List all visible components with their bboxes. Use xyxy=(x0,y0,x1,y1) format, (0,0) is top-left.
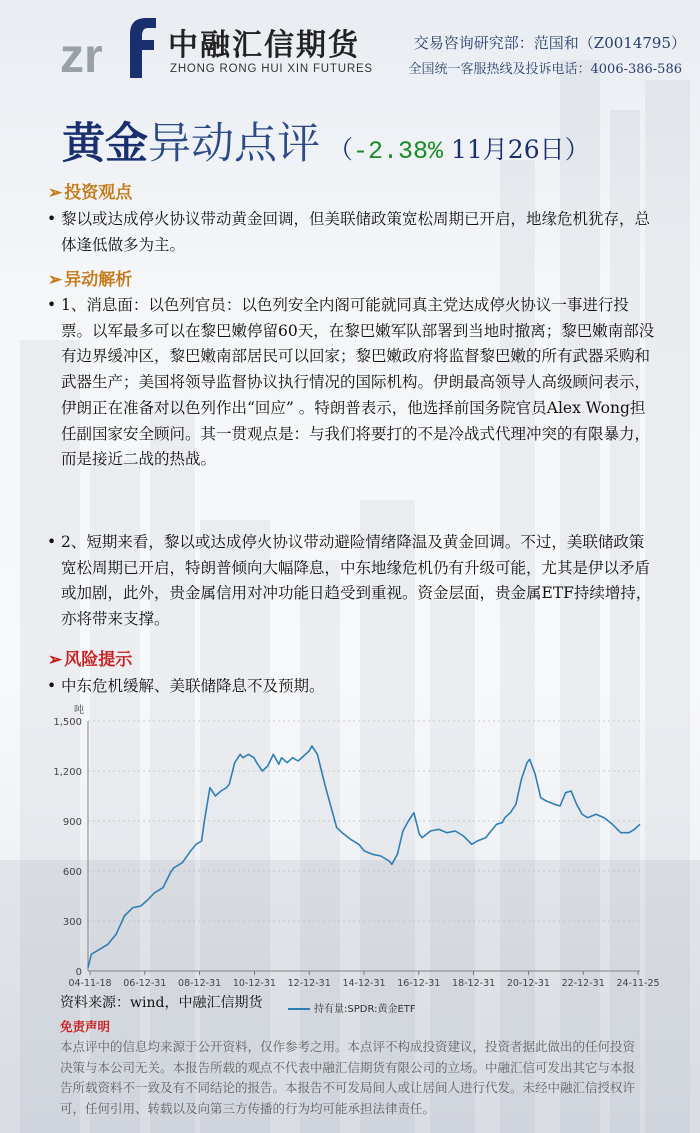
y-tick-label: 1,500 xyxy=(53,717,82,728)
bullet-icon: • xyxy=(47,677,57,695)
y-tick-label: 600 xyxy=(62,867,82,878)
bullet-text: 黎以或达成停火协议带动黄金回调，但美联储政策宽松周期已开启，地缘危机犹存，总体逢低做多为主。 xyxy=(61,210,651,254)
list-item xyxy=(47,530,659,633)
x-tick-label: 16-12-31 xyxy=(397,978,441,989)
svg-text:zr: zr xyxy=(60,30,103,82)
disclaimer-title: 免责声明 xyxy=(60,1019,111,1034)
y-tick-label: 900 xyxy=(62,817,82,828)
series-line xyxy=(88,746,640,968)
y-tick-label: 0 xyxy=(75,967,82,978)
x-tick-label: 18-12-31 xyxy=(452,978,496,989)
company-name-en: ZHONG RONG HUI XIN FUTURES xyxy=(170,63,373,75)
legend-label: 持有量:SPDR:黄金ETF xyxy=(314,1004,416,1015)
section-investment-view xyxy=(48,178,132,203)
data-source: 资料来源：wind，中融汇信期货 xyxy=(60,995,263,1011)
x-tick-label: 10-12-31 xyxy=(232,978,276,989)
legend-swatch xyxy=(288,1008,310,1010)
bullet-text: 1、消息面：以色列官员：以色列安全内阁可能就同真主党达成停火协议一事进行投票。以军最多可以在黎巴嫩停留60天，在黎巴嫩军队部署到当地时撤离；黎巴嫩南部没有边界缓冲区，黎巴嫩南部居民可以回家；黎巴嫩政府将监督黎巴嫩的所有武器采购和武器生产；美国将领导监督协议执行情况的国际机构。伊朗最高领导人高级顾问表示，伊朗正在准备对以色列作出“回应” 。特朗普表示，他选择前国务院官员Alex Wong担任副国家安全顾问。其一贯观点是：与我们将要打的不是冷战式代理冲突的有限暴力，而是接近二战的热战。 xyxy=(61,296,655,469)
page-title xyxy=(62,110,590,171)
section-heading: 风险提示 xyxy=(64,650,133,670)
company-logo-icon xyxy=(60,10,160,82)
title-bold: 黄金 xyxy=(62,119,148,169)
section-risk xyxy=(48,645,132,670)
x-tick-label: 14-12-31 xyxy=(342,978,386,989)
list-item xyxy=(47,674,659,700)
bullet-icon: • xyxy=(47,296,57,314)
arrow-icon: ➢ xyxy=(48,650,63,670)
list-item xyxy=(47,293,659,473)
gold-etf-holdings-chart xyxy=(0,700,700,1000)
chart-legend xyxy=(288,1000,416,1015)
bullet-text: 2、短期来看，黎以或达成停火协议带动避险情绪降温及黄金回调。不过，美联储政策宽松周期已开启，特朗普倾向大幅降息，中东地缘危机仍有升级可能，尤其是伊以矛盾或加剧，此外，贵金属信用对冲功能日趋受到重视。资金层面，贵金属ETF持续增持，亦将带来支撑。 xyxy=(61,533,652,629)
list-item xyxy=(47,207,659,258)
x-tick-label: 04-11-18 xyxy=(68,978,112,989)
bullet-text: 中东危机缓解、美联储降息不及预期。 xyxy=(61,677,325,695)
x-tick-label: 12-12-31 xyxy=(287,978,331,989)
section-heading: 投资观点 xyxy=(64,183,133,203)
hotline-contact: 全国统一客服热线及投诉电话：4006-386-586 xyxy=(408,62,682,77)
x-tick-label: 20-12-31 xyxy=(506,978,550,989)
title-open-paren: （ xyxy=(328,135,354,164)
bullet-icon: • xyxy=(47,533,57,551)
y-tick-label: 1,200 xyxy=(53,767,82,778)
section-heading: 异动解析 xyxy=(64,270,133,290)
title-rest: 异动点评 xyxy=(148,119,320,169)
x-tick-label: 24-11-25 xyxy=(616,978,660,989)
section-analysis xyxy=(48,265,132,290)
y-axis-label: 吨 xyxy=(74,705,84,716)
price-change: -2.38% xyxy=(353,137,444,166)
company-name-cn: 中融汇信期货 xyxy=(168,28,360,63)
title-date: 11月26日） xyxy=(443,135,590,164)
arrow-icon: ➢ xyxy=(48,183,63,203)
x-tick-label: 08-12-31 xyxy=(178,978,222,989)
research-contact: 交易咨询研究部：范国和（Z0014795） xyxy=(413,34,686,52)
x-tick-label: 22-12-31 xyxy=(561,978,605,989)
disclaimer-text: 本点评中的信息均来源于公开资料，仅作参考之用。本点评不构成投资建议，投资者据此做出的任何投资决策与本公司无关。本报告所载的观点不代表中融汇信期货有限公司的立场。中融汇信可发出其它与本报告所载资料不一致及有不同结论的报告。本报告不可发局间人或让居间人进行代发。未经中融汇信授权许可，任何引用、转载以及向第三方传播的行为均可能承担法律责任。 xyxy=(60,1039,636,1116)
x-tick-label: 06-12-31 xyxy=(123,978,167,989)
arrow-icon: ➢ xyxy=(48,270,63,290)
bullet-icon: • xyxy=(47,210,57,228)
y-tick-label: 300 xyxy=(62,917,82,928)
